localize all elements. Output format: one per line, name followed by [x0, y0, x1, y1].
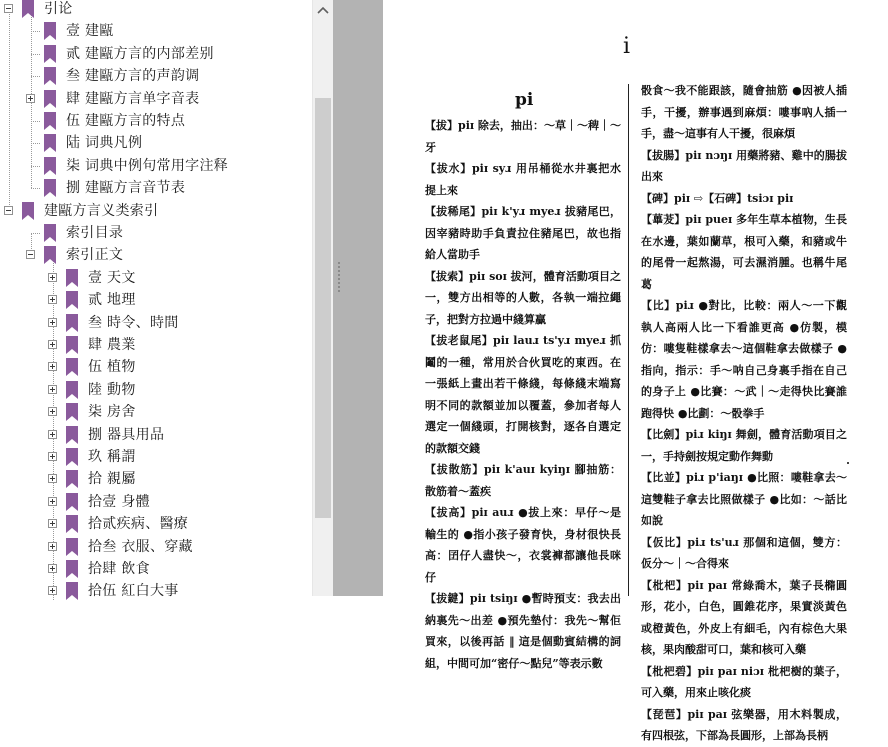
dictionary-entry: 骰食～我不能跟該，隨會抽筋 ●因被人插手，干擾，辦事遇到麻煩：嘍事吶人插一手，盡～這事有人干擾，很麻煩: [641, 84, 847, 140]
left-column: [425, 115, 621, 674]
column-divider: [628, 84, 629, 596]
dictionary-entry: 【枇杷碧】piɪ paɪ niɔɪ 枇杷樹的葉子，可入藥，用來止咳化痰: [641, 664, 847, 699]
bookmark-item[interactable]: [0, 356, 312, 378]
right-column: [641, 80, 847, 747]
bookmark-icon: [44, 45, 56, 63]
bookmark-icon: [66, 291, 78, 309]
bookmark-item[interactable]: [0, 513, 312, 535]
expand-icon[interactable]: [48, 273, 57, 282]
bookmark-label: 索引正文: [66, 247, 124, 264]
bookmark-label: 拾肆 飲食: [88, 561, 150, 577]
collapse-icon[interactable]: [4, 206, 13, 215]
bookmark-label: 陸 動物: [88, 381, 136, 398]
bookmark-item[interactable]: [0, 558, 312, 580]
bookmark-label: 贰 建甌方言的内部差别: [66, 45, 214, 62]
dictionary-entry: 【拔散筋】piɪ k'auɪ kyiŋɪ 腳抽筋：散筋着～蓋疾: [425, 463, 621, 498]
bookmark-item[interactable]: [0, 177, 312, 199]
bookmark-item[interactable]: [0, 20, 312, 42]
bookmark-label: 肆 農業: [88, 337, 136, 353]
bookmark-label: 柒 词典中例句常用字注释: [66, 157, 229, 174]
page-heading: pi: [515, 90, 534, 110]
bookmark-panel: [0, 0, 333, 600]
bookmark-item[interactable]: [0, 468, 312, 490]
bookmark-icon: [66, 493, 78, 511]
bookmark-label: 拾 親屬: [88, 471, 136, 488]
bookmark-icon: [44, 246, 56, 264]
page-number: i: [623, 34, 631, 59]
bookmark-item[interactable]: [0, 222, 312, 244]
expand-icon[interactable]: [48, 519, 57, 528]
bookmark-label: 捌 建甌方言音节表: [66, 180, 186, 197]
expand-icon[interactable]: [48, 586, 57, 595]
bookmark-icon: [22, 202, 34, 220]
dictionary-entry: 【拔老鼠尾】piɪ lauɹ ts'yɹ myeɹ 抓鬮的一種，常用於合伙買吃的東西。在一張紙上畫出若干條綫，每條綫末端寫明不同的款額並加以覆蓋，參加者每人選定一個綫頭，打開核對，逐各自選定的款額交錢: [425, 334, 621, 455]
bookmark-icon: [44, 112, 56, 130]
bookmark-item[interactable]: [0, 88, 312, 110]
bookmark-item[interactable]: [0, 267, 312, 289]
bookmark-label: 伍 建甌方言的特点: [66, 113, 186, 129]
dictionary-entry: 【仮比】piɹ ts'uɹ 那個和這個，雙方：仮分～｜～合得來: [641, 535, 847, 570]
bookmark-item[interactable]: [0, 65, 312, 87]
bookmark-icon: [66, 560, 78, 578]
bookmark-item[interactable]: [0, 155, 312, 177]
bookmark-label: 索引目录: [66, 225, 124, 241]
bookmark-label: 伍 植物: [88, 359, 136, 376]
scroll-thumb[interactable]: [315, 98, 331, 518]
bookmark-icon: [66, 381, 78, 399]
bookmark-icon: [66, 448, 78, 466]
expand-icon[interactable]: [48, 542, 57, 551]
scroll-up-button[interactable]: [313, 0, 333, 20]
bookmark-icon: [44, 90, 56, 108]
bookmark-label: 壹 建甌: [66, 23, 114, 40]
bookmark-item[interactable]: [0, 0, 312, 20]
expand-icon[interactable]: [48, 407, 57, 416]
expand-icon[interactable]: [48, 497, 57, 506]
bookmark-label: 叁 建甌方言的声韵调: [66, 68, 200, 85]
bookmark-icon: [44, 67, 56, 85]
dictionary-entry: 【拔鍵】piɪ tsiŋɪ ●暫時預支：我去出納裏先～出差 ●預先墊付：我先～幫佢買來，以後再話 ‖ 這是個動賓結構的詞組，中間可加“密仔～點兒”等表示數: [425, 592, 621, 670]
bookmark-item[interactable]: [0, 424, 312, 446]
bookmark-icon: [44, 134, 56, 152]
tree-guide-line: [31, 233, 40, 234]
dictionary-entry: 【拔索】piɪ soɪ 拔河，體育活動項目之一，雙方出相等的人數，各執一端拉繩子，把對方拉過中綫算贏: [425, 269, 621, 326]
expand-icon[interactable]: [26, 94, 35, 103]
expand-icon[interactable]: [48, 340, 57, 349]
bookmark-icon: [66, 538, 78, 556]
dictionary-entry: 【枇杷】piɪ paɪ 常綠喬木，葉子長橢圓形，花小，白色，圓錐花序，果實淡黃色或橙黃色，外皮上有細毛，內有棕色大果核，果肉酸甜可口，葉和核可入藥: [641, 578, 847, 656]
tree-guide-line: [31, 54, 40, 55]
bookmark-icon: [66, 314, 78, 332]
bookmark-icon: [66, 269, 78, 287]
collapse-icon[interactable]: [4, 4, 13, 13]
bookmark-label: 叁 時令、時間: [88, 314, 179, 331]
bookmark-label: 拾壹 身體: [88, 493, 150, 510]
bookmark-item[interactable]: [0, 401, 312, 423]
splitter-grip-icon[interactable]: [338, 262, 340, 292]
bookmark-item[interactable]: [0, 132, 312, 154]
bookmark-icon: [66, 403, 78, 421]
bookmark-icon: [44, 22, 56, 40]
dictionary-entry: 【比並】piɹ p'iaŋɪ ●比照：嘍鞋拿去～這雙鞋子拿去比照做樣子 ●比如：～話比如說: [641, 471, 847, 527]
bookmark-tree: [0, 0, 312, 600]
tree-guide-line: [31, 166, 40, 167]
tree-guide-line: [31, 143, 40, 144]
expand-icon[interactable]: [48, 564, 57, 573]
tree-scrollbar[interactable]: [312, 0, 333, 596]
dictionary-entry: 【琵琶】piɪ paɪ 弦樂器，用木料製成，有四根弦，下部為長圓形，上部為長柄: [641, 707, 847, 742]
dictionary-entry: 【拔腸】piɪ nɔŋɪ 用藥將豬、雞中的腸拔出來: [641, 148, 847, 183]
dictionary-entry: 【拔】piɪ 除去，抽出：～草｜～稗｜～牙: [425, 119, 621, 154]
bookmark-icon: [44, 179, 56, 197]
bookmark-icon: [44, 224, 56, 242]
tree-guide-line: [31, 76, 40, 77]
collapse-icon[interactable]: [26, 250, 35, 259]
expand-icon[interactable]: [48, 430, 57, 439]
bookmark-icon: [44, 157, 56, 175]
bookmark-icon: [66, 426, 78, 444]
bookmark-icon: [66, 358, 78, 376]
bookmark-label: 柒 房舍: [88, 404, 136, 421]
bookmark-icon: [66, 515, 78, 533]
bookmark-item[interactable]: [0, 491, 312, 513]
tree-guide-line: [31, 188, 40, 189]
bookmark-label: 引论: [44, 1, 73, 17]
bookmark-item[interactable]: [0, 334, 312, 356]
expand-icon[interactable]: [48, 474, 57, 483]
dictionary-entry: 【碑】piɪ ⇨【石碑】tsiɔɪ piɪ: [641, 191, 794, 205]
pane-splitter[interactable]: [333, 0, 383, 596]
bookmark-item[interactable]: [0, 379, 312, 401]
tree-guide-line: [31, 31, 40, 32]
bookmark-icon: [66, 336, 78, 354]
bookmark-icon: [66, 470, 78, 488]
bookmark-icon: [66, 582, 78, 600]
dictionary-entry: 【比劍】piɹ kiŋɪ 舞劍，體育活動項目之一，手持劍按規定動作舞動: [641, 428, 847, 463]
bookmark-item[interactable]: [0, 289, 312, 311]
expand-icon[interactable]: [48, 385, 57, 394]
tree-guide-line: [31, 121, 40, 122]
bookmark-label: 肆 建甌方言单字音表: [66, 90, 200, 107]
bookmark-item[interactable]: [0, 536, 312, 558]
bookmark-item[interactable]: [0, 446, 312, 468]
bookmark-label: 贰 地理: [88, 292, 136, 309]
bookmark-label: 陆 词典凡例: [66, 135, 143, 152]
bookmark-item[interactable]: [0, 244, 312, 266]
bookmark-label: 拾叁 衣服、穿藏: [88, 538, 193, 555]
bookmark-label: 拾贰疾病、醫療: [88, 516, 189, 533]
expand-icon[interactable]: [48, 452, 57, 461]
dictionary-entry: 【蓽茇】piɪ pueɪ 多年生草本植物，生長在水邊，葉如蘭草，根可入藥，和豬或牛的尾骨一起熬湯，可去濕消腫。也稱牛尾葛: [641, 213, 847, 291]
bookmark-label: 玖 稱謂: [88, 449, 136, 465]
expand-icon[interactable]: [48, 295, 57, 304]
dictionary-entry: 【拔稀尾】piɪ k'yɹ myeɹ 拔豬尾巴，因宰豬時助手負責拉住豬尾巴，故也指給人當助手: [425, 205, 621, 261]
chevron-up-icon: [317, 6, 329, 14]
bookmark-item[interactable]: [0, 43, 312, 65]
bookmark-item[interactable]: [0, 312, 312, 334]
bookmark-item[interactable]: [0, 200, 312, 222]
dictionary-entry: 【比】piɹ ●對比，比較：兩人～一下觀執人高兩人比一下看誰更高 ●仿製，模仿：嘍隻鞋樣拿去～這個鞋拿去做樣子 ●指向，指示：手～呐自己身裏手指在自己的身子上 ●比賽：～武｜～走得快比賽誰跑得快 ●比劃：～骰拳手: [641, 299, 847, 420]
bookmark-icon: [22, 0, 34, 18]
expand-icon[interactable]: [48, 362, 57, 371]
bookmark-item[interactable]: [0, 110, 312, 132]
bookmark-label: 捌 器具用品: [88, 426, 165, 443]
dictionary-entry: 【拔高】piɪ auɹ ●拔上來：早仔～是輸生的 ●指小孩子發育快，身材很快長高：囝仔人盡快～，衣裳褲都讓他長咪仔: [425, 506, 621, 584]
expand-icon[interactable]: [48, 318, 57, 327]
bookmark-label: 拾伍 紅白大事: [88, 583, 179, 600]
dictionary-entry: 【拔水】piɪ syɹ 用吊桶從水井裏把水提上來: [425, 162, 621, 197]
bookmark-label: 建甌方言义类索引: [44, 202, 159, 219]
scan-speck: [847, 462, 849, 464]
bookmark-item[interactable]: [0, 580, 312, 602]
bookmark-label: 壹 天文: [88, 269, 136, 286]
document-page: [383, 0, 888, 742]
